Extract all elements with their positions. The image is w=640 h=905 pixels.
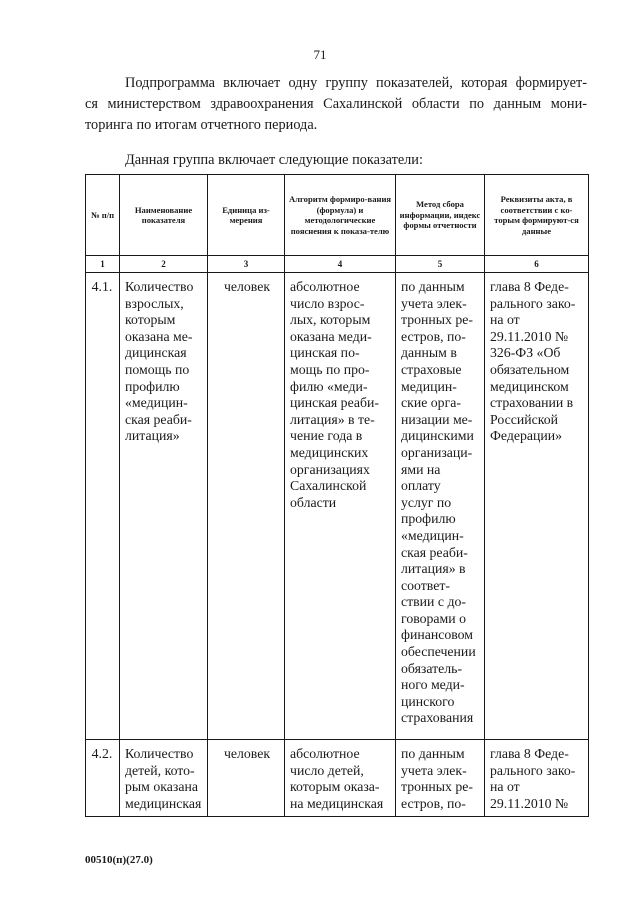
indicator-name: Количество взрослых, которым оказана ме- дицинская помощь по профилю «медицин- ская реаби- литация»: [120, 273, 208, 740]
page-number: 71: [313, 47, 327, 62]
indicators-intro: Данная группа включает следующие показатели:: [125, 152, 423, 168]
column-number: 3: [208, 256, 285, 273]
column-number: 6: [485, 256, 589, 273]
header-indicator-name: Наименование показателя: [120, 175, 208, 256]
table-row: [86, 273, 589, 740]
header-unit: Единица из-мерения: [208, 175, 285, 256]
header-algorithm: Алгоритм формиро-вания (формула) и методологические пояснения к показа-телю: [285, 175, 396, 256]
intro-line: ся министерством здравоохранения Сахалинской области по данным мони-: [85, 96, 587, 112]
column-number: 4: [285, 256, 396, 273]
header-act-details: Реквизиты акта, в соответствии с ко-торым формируют-ся данные: [485, 175, 589, 256]
table-header-row: [86, 175, 589, 256]
row-number: 4.1.: [86, 273, 120, 740]
unit: человек: [208, 273, 285, 740]
algorithm: абсолютное число взрос- лых, которым оказана меди- цинская по- мощь по про- филю «меди- цинская реаби- литация» в те- чение года в медицинских организациях Сахалинской области: [285, 273, 396, 740]
table-row: [86, 740, 589, 817]
row-number: 4.2.: [86, 740, 120, 817]
intro-paragraph: [85, 73, 587, 136]
column-number: 1: [86, 256, 120, 273]
indicators-table: [85, 174, 589, 817]
column-number: 2: [120, 256, 208, 273]
unit: человек: [208, 740, 285, 817]
header-collection-method: Метод сбора информации, индекс формы отчетности: [396, 175, 485, 256]
algorithm: абсолютное число детей, которым оказа- на медицинская: [285, 740, 396, 817]
document-code: 00510(п)(27.0): [85, 854, 153, 866]
intro-line: Подпрограмма включает одну группу показателей, которая формирует-: [125, 75, 587, 91]
act-details: глава 8 Феде- рального зако- на от 29.11.2010 № 326-ФЗ «Об обязательном медицинском страховании в Российской Федерации»: [485, 273, 589, 740]
header-number: № п/п: [86, 175, 120, 256]
column-number: 5: [396, 256, 485, 273]
column-number-row: [86, 256, 589, 273]
act-details: глава 8 Феде- рального зако- на от 29.11.2010 №: [485, 740, 589, 817]
intro-line: торинга по итогам отчетного периода.: [85, 117, 318, 133]
indicator-name: Количество детей, кото- рым оказана медицинская: [120, 740, 208, 817]
collection-method: по данным учета элек- тронных ре- естров, по-: [396, 740, 485, 817]
collection-method: по данным учета элек- тронных ре- естров, по- данным в страховые медицин- ские орга- низации ме- дицинскими организаци- ями на оплату услуг по профилю «медицин- ская реаби- литация» в соответ- ствии с до- говорами о финансовом обеспечении обязатель- ного меди- цинского страхования: [396, 273, 485, 740]
